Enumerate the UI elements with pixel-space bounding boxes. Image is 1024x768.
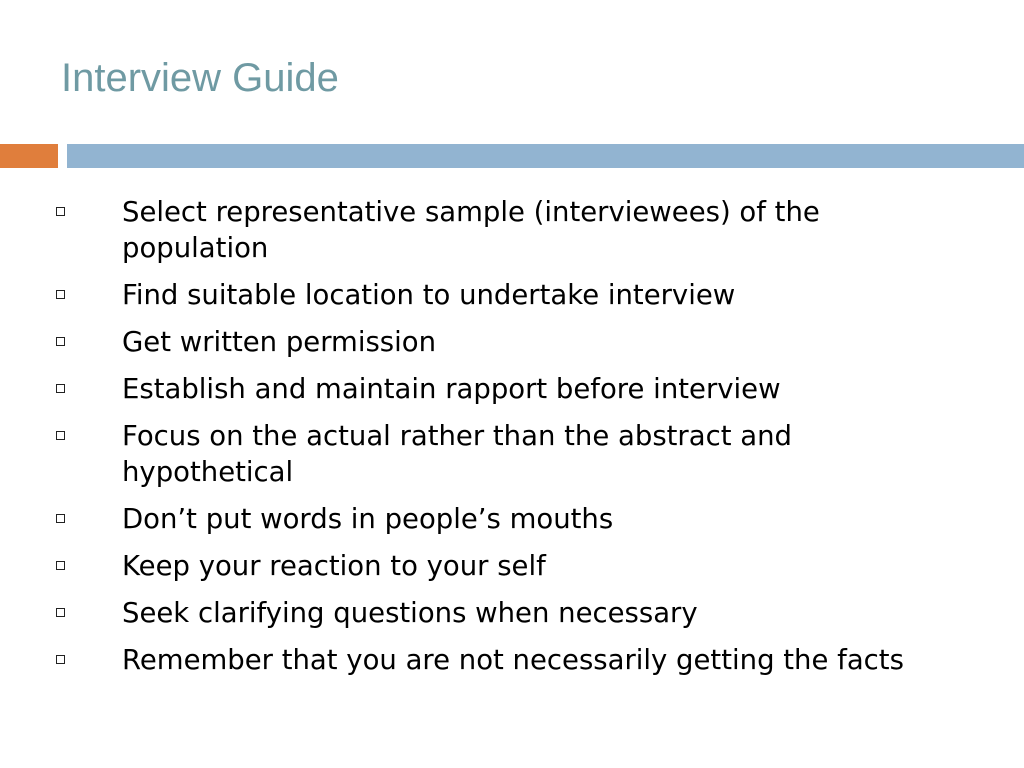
bullet-text: Don’t put words in people’s mouths — [122, 503, 614, 535]
bullet-item — [53, 418, 913, 490]
hollow-square-icon — [56, 207, 65, 216]
hollow-square-icon — [56, 290, 65, 299]
bullet-text: Focus on the actual rather than the abstract and hypothetical — [122, 420, 792, 488]
bullet-item — [53, 595, 913, 631]
bullet-text: Seek clarifying questions when necessary — [122, 597, 698, 629]
hollow-square-icon — [56, 514, 65, 523]
bullet-text: Get written permission — [122, 326, 437, 358]
hollow-square-icon — [56, 608, 65, 617]
bullet-item — [53, 194, 913, 266]
bullet-text: Establish and maintain rapport before interview — [122, 373, 781, 405]
bullet-item — [53, 324, 913, 360]
bullet-list — [53, 194, 913, 689]
slide-title: Interview Guide — [61, 56, 339, 100]
hollow-square-icon — [56, 431, 65, 440]
hollow-square-icon — [56, 337, 65, 346]
bullet-item — [53, 501, 913, 537]
bullet-text: Keep your reaction to your self — [122, 550, 546, 582]
accent-bar-orange — [0, 144, 58, 168]
accent-bar-blue — [67, 144, 1024, 168]
hollow-square-icon — [56, 561, 65, 570]
accent-bar — [0, 144, 1024, 168]
bullet-item — [53, 642, 913, 678]
bullet-text: Find suitable location to undertake interview — [122, 279, 736, 311]
hollow-square-icon — [56, 384, 65, 393]
bullet-text: Select representative sample (interviewees) of the population — [122, 196, 820, 264]
bullet-item — [53, 548, 913, 584]
bullet-item — [53, 371, 913, 407]
hollow-square-icon — [56, 655, 65, 664]
bullet-text: Remember that you are not necessarily getting the facts — [122, 644, 904, 676]
bullet-item — [53, 277, 913, 313]
